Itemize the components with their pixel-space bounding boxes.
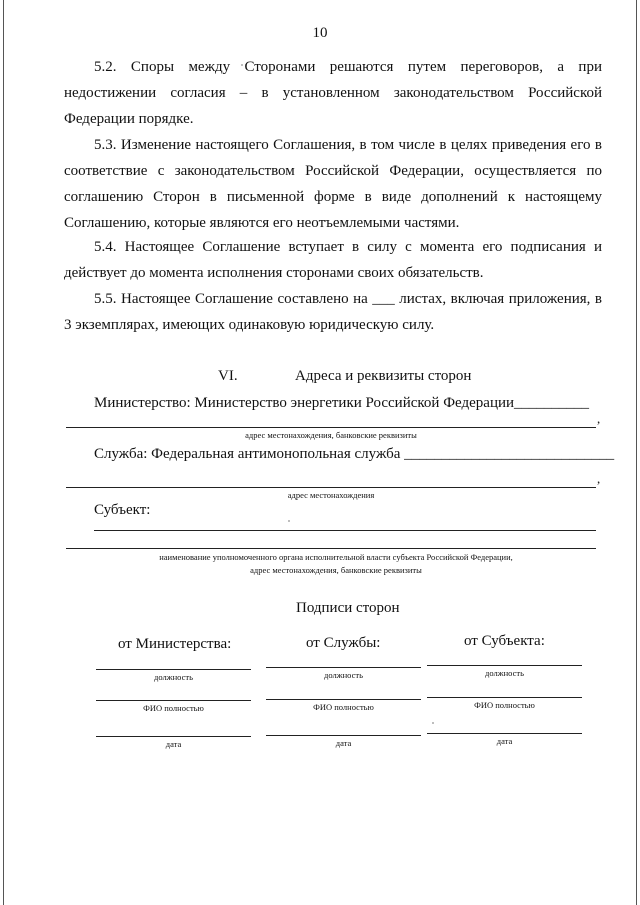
name-caption: ФИО полностью xyxy=(143,703,204,713)
name-caption: ФИО полностью xyxy=(313,702,374,712)
section-title: Адреса и реквизиты сторон xyxy=(295,368,472,384)
page-number: 10 xyxy=(312,25,328,41)
position-line xyxy=(266,667,421,668)
date-line xyxy=(266,735,421,736)
scan-border-right xyxy=(636,0,637,905)
paragraph-5-2: 5.2. Споры между Сторонами решаются путем переговоров, а при недостижении согласия – в установленном законодательством Российской Федерации порядке. xyxy=(64,59,602,127)
service-comma: , xyxy=(597,471,601,486)
position-caption: должность xyxy=(154,672,193,682)
subject-line-1 xyxy=(94,530,596,531)
paragraph-5-4: 5.4. Настоящее Соглашение вступает в силу с момента его подписания и действует до момента исполнения сторонами своих обязательств. xyxy=(64,239,602,281)
name-caption: ФИО полностью xyxy=(474,700,535,710)
name-line xyxy=(266,699,421,700)
position-caption: должность xyxy=(485,668,524,678)
ministry-address-line xyxy=(66,427,596,428)
service-label: Служба: Федеральная антимонопольная служба ____________________________ xyxy=(94,446,615,462)
section-number: VI. xyxy=(218,368,238,384)
position-line xyxy=(427,665,582,666)
signature-header: от Службы: xyxy=(306,635,381,651)
ministry-comma: , xyxy=(597,411,601,426)
scan-speck xyxy=(432,722,434,724)
ministry-caption: адрес местонахождения, банковские реквизиты xyxy=(245,430,417,440)
ministry-label: Министерство: Министерство энергетики Российской Федерации__________ xyxy=(94,395,590,411)
date-caption: дата xyxy=(335,738,352,748)
subject-caption-line-1: наименование уполномоченного органа исполнительной власти субъекта Российской Федерации, xyxy=(159,552,513,562)
date-line xyxy=(96,736,251,737)
date-line xyxy=(427,733,582,734)
paragraph-5-5: 5.5. Настоящее Соглашение составлено на ___ листах, включая приложения, в 3 экземплярах, имеющих одинаковую юридическую силу. xyxy=(64,291,602,333)
name-line xyxy=(96,700,251,701)
subject-caption-line-2: адрес местонахождения, банковские реквизиты xyxy=(250,565,422,575)
service-caption: адрес местонахождения xyxy=(287,490,375,500)
name-line xyxy=(427,697,582,698)
signature-header: от Министерства: xyxy=(118,636,232,652)
subject-line-2 xyxy=(66,548,596,549)
position-line xyxy=(96,669,251,670)
signatures-title: Подписи сторон xyxy=(296,600,400,616)
signature-header: от Субъекта: xyxy=(464,633,545,649)
date-caption: дата xyxy=(496,736,513,746)
service-address-line xyxy=(66,487,596,488)
paragraph-5-3: 5.3. Изменение настоящего Соглашения, в том числе в целях приведения его в соответствие с законодательством Российской Федерации, осуществляется по соглашению Сторон в письменной форме в виде дополнений к настоящему Соглашению, которые являются его неотъемлемыми частями. xyxy=(64,137,602,231)
position-caption: должность xyxy=(324,670,363,680)
subject-label: Субъект: xyxy=(94,502,151,518)
scan-speck xyxy=(288,520,290,522)
scan-border-left xyxy=(3,0,4,905)
date-caption: дата xyxy=(165,739,182,749)
